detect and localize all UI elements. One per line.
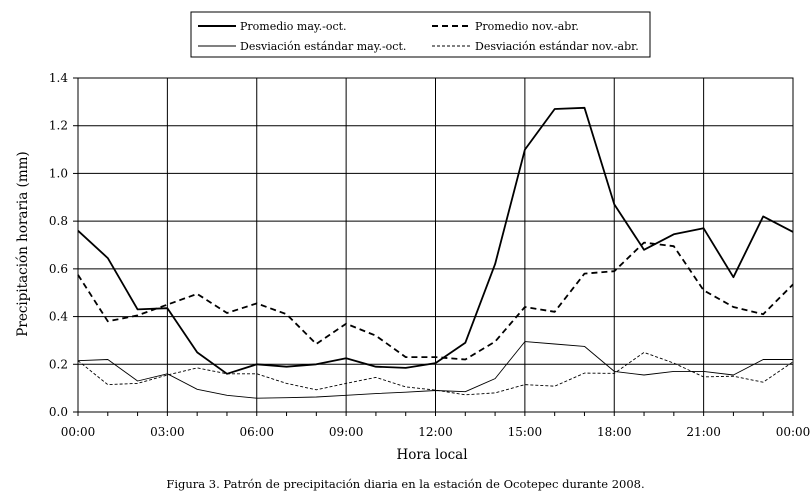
x-tick-label: 00:00: [60, 425, 96, 439]
x-tick-label: 12:00: [418, 425, 453, 439]
x-tick-label: 03:00: [150, 425, 185, 439]
y-tick-label: 0.0: [48, 405, 68, 419]
axes: [73, 78, 793, 416]
x-tick-label: 21:00: [686, 425, 721, 439]
y-tick-label: 0.4: [48, 309, 68, 324]
legend-label-desv-nov-abr: Desviación estándar nov.-abr.: [475, 40, 639, 53]
x-axis-title: Hora local: [396, 447, 468, 463]
figure-caption: Figura 3. Patrón de precipitación diaria en la estación de Ocotepec durante 2008.: [166, 477, 645, 491]
grid: [78, 78, 793, 412]
y-tick-label: 0.2: [48, 357, 68, 372]
x-tick-label: 00:00: [775, 425, 811, 439]
legend-label-promedio-nov-abr: Promedio nov.-abr.: [475, 20, 579, 33]
legend-label-promedio-may-oct: Promedio may.-oct.: [240, 20, 347, 33]
x-tick-label: 15:00: [507, 425, 543, 439]
x-tick-label: 09:00: [328, 425, 364, 439]
legend-label-desv-may-oct: Desviación estándar may.-oct.: [240, 40, 407, 53]
x-tick-label: 06:00: [239, 425, 275, 439]
legend: [191, 12, 650, 57]
y-tick-label: 0.8: [48, 214, 68, 229]
x-tick-label: 18:00: [596, 425, 632, 439]
y-tick-label: 1.2: [48, 118, 68, 133]
y-tick-label: 1.0: [48, 166, 68, 181]
y-tick-label: 0.6: [48, 261, 68, 276]
y-axis-title: Precipitación horaria (mm): [15, 151, 31, 337]
y-tick-label: 1.4: [48, 71, 68, 85]
